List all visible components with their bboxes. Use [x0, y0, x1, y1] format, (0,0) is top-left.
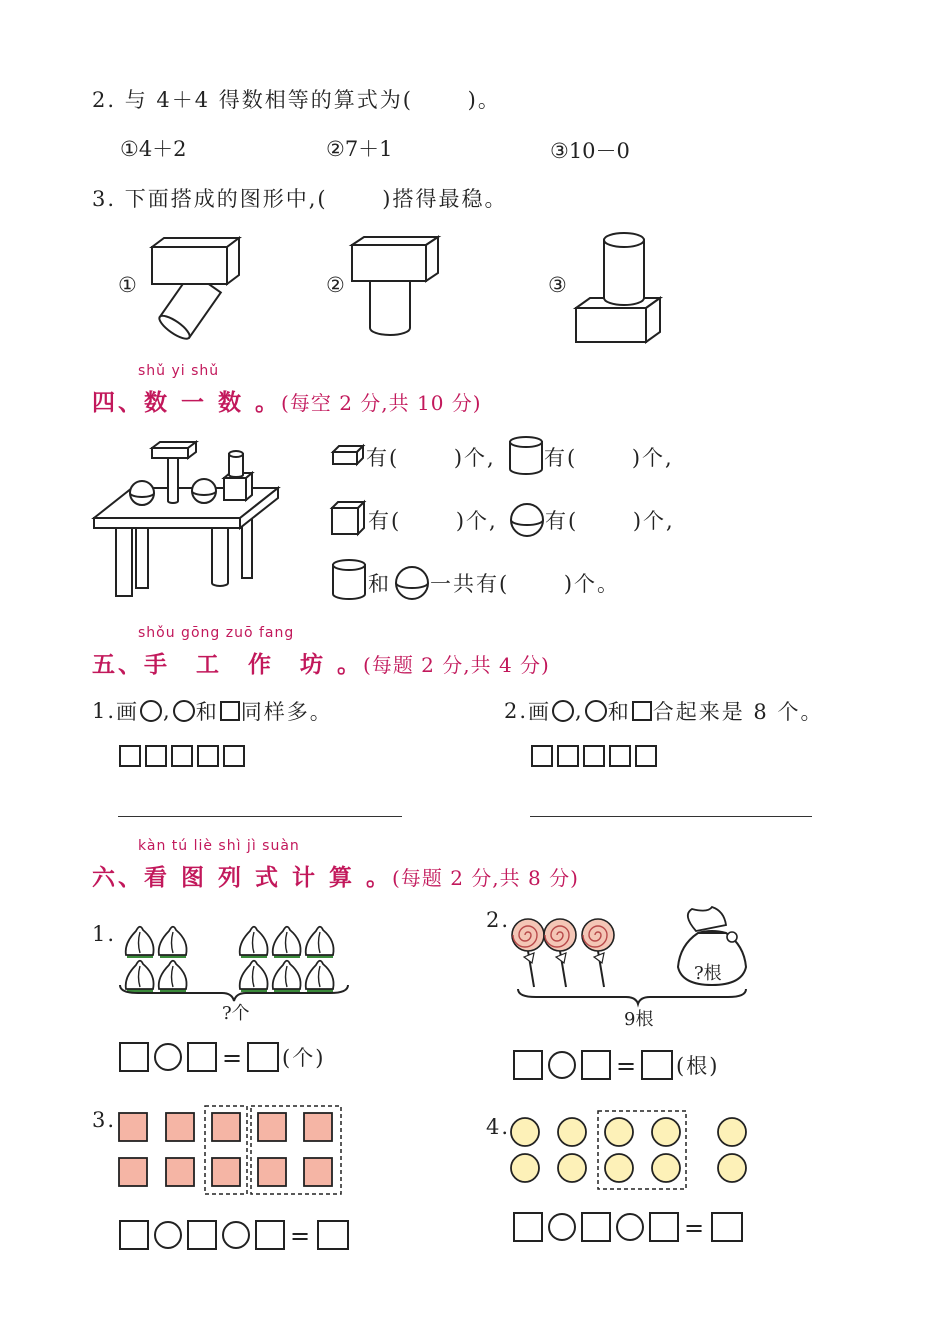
shape-3-label[interactable]: ③ [548, 273, 567, 297]
q1-tail: 同样多。 [240, 700, 333, 724]
equation-2 [512, 1048, 678, 1084]
option-3[interactable]: ③10－0 [550, 139, 630, 163]
shape-2-label[interactable]: ② [326, 273, 345, 297]
svg-text:=: = [290, 1222, 311, 1250]
problem-2-num: 2. [486, 908, 511, 932]
equation-3 [118, 1218, 354, 1254]
svg-text:=: = [616, 1052, 637, 1080]
q2-part1: 画 [528, 700, 552, 724]
q2-tail: 合起来是 8 个。 [652, 700, 824, 724]
square-shape-icon [219, 700, 241, 722]
circles-figure [508, 1108, 754, 1192]
section-5-pinyin: shǒu gōng zuō fang [138, 625, 295, 641]
count-cube-text: 有( )个, [368, 509, 498, 533]
squares-figure [116, 1104, 348, 1198]
option-2[interactable]: ②7＋1 [326, 137, 393, 161]
q1-num: 1. [92, 699, 117, 723]
section-4-title [92, 384, 482, 417]
sphere-icon [509, 502, 545, 538]
bag-label: ?根 [694, 963, 722, 984]
answer-line-2[interactable] [530, 816, 812, 817]
svg-text:=: = [222, 1044, 243, 1072]
count-sphere-text: 有( )个, [545, 509, 675, 533]
q2-comma: , [575, 699, 584, 723]
question-2-text: 2. 与 4＋4 得数相等的算式为( )。 [92, 88, 501, 112]
section-5-score-note: (每题 2 分,共 4 分) [363, 653, 550, 677]
count-total-text: 一共有( )个。 [430, 572, 621, 596]
q1-part1: 画 [116, 700, 140, 724]
section-6-score-note: (每题 2 分,共 8 分) [392, 866, 579, 890]
handcraft-q2 [504, 696, 823, 726]
equation-1-unit: (个) [282, 1046, 326, 1070]
shape-1-label[interactable]: ① [118, 273, 137, 297]
circle-shape-icon-2 [172, 699, 196, 723]
stack-figure-1 [140, 235, 250, 345]
equation-1 [118, 1040, 284, 1076]
section-5-heading: 五、手 工 作 坊 。 [92, 651, 364, 678]
lollipops-total-label: 9根 [624, 1009, 654, 1030]
table-with-objects [92, 438, 292, 603]
svg-text:=: = [684, 1214, 705, 1242]
count-cuboid-text: 有( )个, [366, 446, 496, 470]
five-squares-1 [119, 744, 247, 768]
section-6-title [92, 859, 579, 892]
lollipops-figure [512, 905, 752, 1001]
section-4-pinyin: shǔ yi shǔ [138, 363, 220, 379]
cube-icon [330, 500, 366, 536]
section-4-heading: 四、数 一 数 。 [92, 389, 282, 416]
circle-shape-icon-3 [551, 699, 575, 723]
five-squares-2 [531, 744, 659, 768]
square-shape-icon-2 [631, 700, 653, 722]
section-5-title [92, 646, 550, 679]
q2-num: 2. [504, 699, 529, 723]
cylinder-icon-2 [331, 558, 367, 602]
cylinder-icon [508, 435, 544, 477]
section-4-score-note: (每空 2 分,共 10 分) [281, 391, 482, 415]
q1-comma: , [163, 699, 172, 723]
equation-2-unit: (根) [676, 1054, 720, 1078]
stack-figure-3 [572, 228, 667, 346]
question-3-text: 3. 下面搭成的图形中,( )搭得最稳。 [92, 187, 508, 211]
q1-and: 和 [195, 700, 219, 724]
problem-4-num: 4. [486, 1115, 511, 1139]
stack-figure-2 [348, 235, 443, 340]
q2-and: 和 [607, 700, 631, 724]
sphere-icon-2 [394, 565, 430, 601]
cuboid-icon [331, 444, 365, 468]
answer-line-1[interactable] [118, 816, 402, 817]
count-and-text: 和 [368, 572, 391, 596]
handcraft-q1 [92, 696, 333, 726]
circle-shape-icon-4 [584, 699, 608, 723]
problem-3-num: 3. [92, 1108, 117, 1132]
count-cylinder-text: 有( )个, [544, 446, 674, 470]
equation-4 [512, 1210, 748, 1246]
option-1[interactable]: ①4＋2 [120, 137, 187, 161]
section-6-heading: 六、看 图 列 式 计 算 。 [92, 864, 393, 891]
peaches-question-label: ?个 [222, 1003, 250, 1024]
circle-shape-icon [139, 699, 163, 723]
problem-1-num: 1. [92, 922, 117, 946]
section-6-pinyin: kàn tú liè shì jì suàn [138, 838, 300, 854]
